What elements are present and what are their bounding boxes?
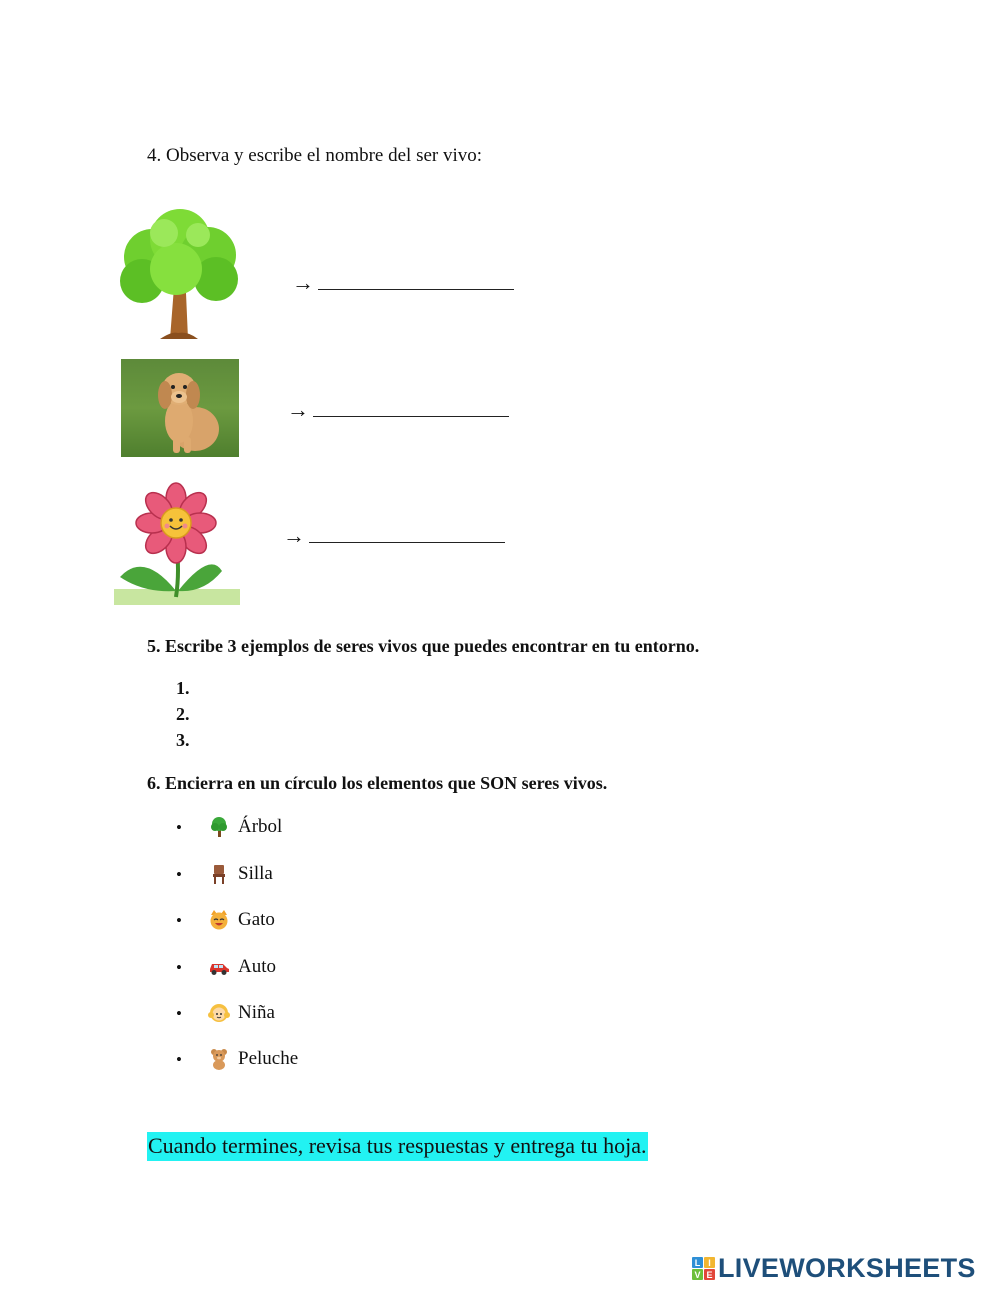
cat-icon — [208, 909, 230, 931]
bullet: • — [176, 818, 182, 837]
question-6-title: 6. Encierra en un círculo los elementos que SON seres vivos. — [147, 773, 608, 793]
answer-line-3[interactable] — [309, 528, 505, 543]
girl-icon — [208, 1002, 230, 1024]
arrow-1: → — [292, 270, 314, 295]
logo-tile-l: L — [692, 1257, 703, 1268]
answer-row-2 — [287, 397, 509, 423]
dog-image — [121, 359, 239, 457]
logo-text: LIVEWORKSHEETS — [718, 1253, 976, 1283]
question-4-title: 4. Observa y escribe el nombre del ser vivo: — [147, 145, 483, 166]
liveworksheets-logo[interactable] — [692, 1253, 976, 1284]
tree-image — [112, 207, 242, 342]
item-label-gato[interactable]: Gato — [238, 909, 275, 930]
answer-row-3 — [283, 523, 505, 549]
numbered-item-2: 2. — [176, 704, 190, 724]
numbered-item-1: 1. — [176, 678, 190, 698]
tree-icon — [208, 816, 230, 838]
logo-tile-e: E — [704, 1269, 715, 1280]
bullet: • — [176, 911, 182, 930]
logo-tile-i: I — [704, 1257, 715, 1268]
question-5-title: 5. Escribe 3 ejemplos de seres vivos que puedes encontrar en tu entorno. — [147, 636, 700, 656]
item-label-arbol[interactable]: Árbol — [238, 816, 283, 837]
item-label-nina[interactable]: Niña — [238, 1002, 275, 1023]
logo-tile-v: V — [692, 1269, 703, 1280]
car-icon — [208, 956, 230, 978]
flower-image — [114, 481, 240, 605]
answer-line-2[interactable] — [313, 402, 509, 417]
bullet: • — [176, 1004, 182, 1023]
item-label-silla[interactable]: Silla — [238, 863, 273, 884]
bullet: • — [176, 1050, 182, 1069]
item-label-auto[interactable]: Auto — [238, 956, 276, 977]
teddy-bear-icon — [208, 1048, 230, 1070]
item-label-peluche[interactable]: Peluche — [238, 1048, 299, 1069]
numbered-item-3: 3. — [176, 730, 190, 750]
arrow-3: → — [283, 523, 305, 548]
bullet: • — [176, 958, 182, 977]
answer-line-1[interactable] — [318, 275, 514, 290]
logo-tiles — [692, 1257, 715, 1280]
bullet: • — [176, 865, 182, 884]
final-instruction: Cuando termines, revisa tus respuestas y entrega tu hoja. — [147, 1132, 648, 1161]
chair-icon — [208, 863, 230, 885]
answer-row-1 — [292, 270, 514, 296]
arrow-2: → — [287, 397, 309, 422]
